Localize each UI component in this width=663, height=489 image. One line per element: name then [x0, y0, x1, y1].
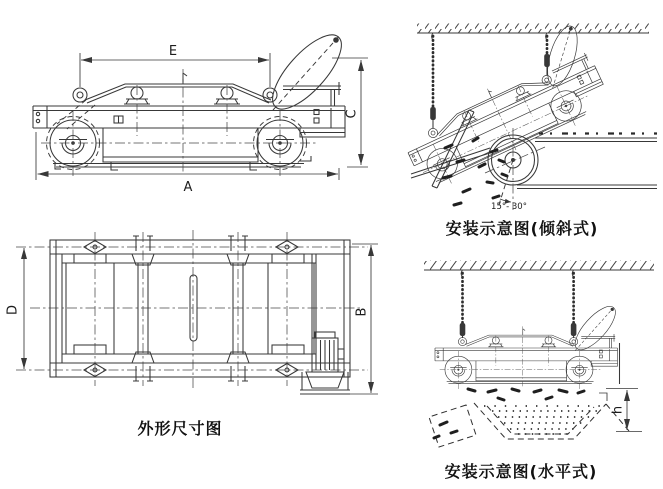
caption-horizontal-install: 安装示意图(水平式) [444, 462, 598, 481]
dim-label-c: C [344, 109, 360, 119]
dim-label-b: B [354, 307, 370, 317]
falling-material [468, 389, 584, 400]
angle-label: 15°- 30° [491, 202, 527, 212]
suspension-chains [460, 270, 577, 338]
dim-label-h: h [610, 405, 626, 415]
plan-view [0, 228, 410, 446]
ceiling-hatch [424, 261, 654, 271]
dim-label-a: A [183, 180, 193, 195]
ceiling-hatch [417, 24, 649, 34]
horizontal-installation-view [410, 243, 663, 457]
suspension-lugs [84, 241, 298, 377]
material-trough [429, 403, 629, 447]
dimension-b [350, 244, 378, 394]
side-elevation-view [0, 0, 402, 220]
dim-label-d: D [5, 304, 21, 316]
dim-label-e: E [168, 44, 178, 59]
caption-inclined-install: 安装示意图(倾斜式) [445, 219, 599, 238]
conveyor-head-pulley [411, 110, 657, 210]
caption-outline-dimensions: 外形尺寸图 [137, 419, 223, 438]
inclined-installation-view [405, 2, 663, 216]
suspension-chains [430, 33, 550, 128]
